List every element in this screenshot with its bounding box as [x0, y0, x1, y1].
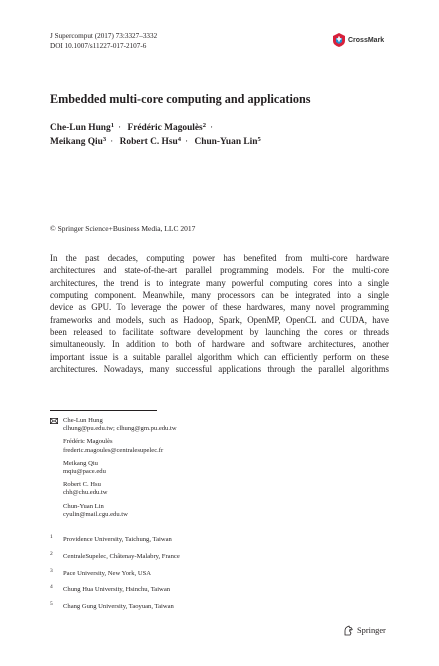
contact-email[interactable]: cyulin@mail.cgu.edu.tw: [63, 510, 128, 518]
author-separator: ·: [210, 123, 214, 133]
contact-entry: [50, 460, 177, 476]
contact-name: Meikang Qiu: [63, 459, 98, 467]
affiliation-number: 1: [50, 534, 53, 540]
affiliation-number: 4: [50, 584, 53, 591]
paragraph-line: architectures. Nowadays, many successful applications through the parallel algorithms: [50, 364, 389, 375]
publisher-name: Springer: [357, 626, 386, 635]
affiliation-item: [50, 567, 180, 587]
corresponding-authors: [50, 417, 177, 524]
contact-entry: [50, 503, 177, 519]
springer-horse-icon: [343, 625, 354, 636]
author-separator: ·: [118, 123, 122, 133]
author-name: Chun-Yuan Lin: [194, 137, 258, 147]
copyright-notice: © Springer Science+Business Media, LLC 2017: [50, 224, 196, 233]
affiliation-item: [50, 603, 180, 620]
paragraph-line: been released to facilitate software development by launching the cores or threads: [50, 327, 389, 338]
author-separator: ·: [185, 137, 189, 147]
contact-name: Chun-Yuan Lin: [63, 502, 104, 510]
contact-email[interactable]: clhung@pu.edu.tw; clhung@gm.pu.edu.tw: [63, 425, 177, 433]
affiliation-text: Chang Gung University, Taoyuan, Taiwan: [63, 603, 174, 611]
journal-citation: J Supercomput (2017) 73:3327–3332: [50, 32, 158, 40]
paragraph-line: architectures and state-of-the-art parallel programming models. For the multi-core: [50, 265, 389, 276]
contact-email[interactable]: mqiu@pace.edu: [63, 468, 106, 476]
paragraph-line: In the past decades, computing power has benefited from multi-core hardware: [50, 253, 389, 263]
contact-email[interactable]: frederic.magoules@centralesupelec.fr: [63, 446, 164, 454]
affiliation-number: 2: [50, 550, 53, 557]
author-name: Che-Lun Hung: [50, 123, 111, 133]
envelope-icon: [50, 418, 58, 424]
paper-title: Embedded multi-core computing and applications: [50, 92, 311, 106]
contact-name: Robert C. Hsu: [63, 481, 101, 489]
affiliation-number: 3: [50, 567, 53, 574]
contact-email[interactable]: chh@chu.edu.tw: [63, 489, 108, 497]
author-name: Robert C. Hsu: [119, 137, 178, 147]
author-line: [50, 121, 261, 135]
author-affiliation-number: 2: [202, 122, 206, 129]
paragraph-line: frameworks and models, such as Hadoop, Spark, OpenMP, OpenCL and CUDA, have: [50, 314, 389, 325]
author-affiliation-number: 4: [177, 136, 182, 143]
affiliation-list: [50, 536, 180, 620]
contact-entry: [50, 438, 177, 454]
paragraph-line: computing component. Meanwhile, many processors can be integrated into a single: [50, 290, 389, 301]
author-affiliation-number: 1: [110, 122, 114, 129]
publisher-logo: [343, 625, 386, 636]
contact-name: Che-Lun Hung: [63, 417, 103, 424]
paragraph-line: important issue is a suitable parallel algorithm which can efficiently perform on these: [50, 351, 389, 362]
author-name: Frédéric Magoulès: [127, 123, 203, 133]
affiliation-number: 5: [50, 601, 53, 608]
paragraph-line: device as GPU. To leverage the power of these hardwares, many novel programming: [50, 302, 389, 313]
affiliation-text: Chung Hua University, Hsinchu, Taiwan: [63, 586, 171, 594]
author-affiliation-number: 3: [102, 136, 107, 143]
author-list: [50, 121, 261, 149]
intro-paragraph: [50, 252, 389, 375]
crossmark-icon: [333, 33, 345, 47]
author-affiliation-number: 5: [257, 136, 261, 143]
paragraph-line: architectures, the trend is to integrate many powerful computing cores into a single: [50, 277, 389, 288]
paragraph-line: simultaneously. In addition to both of hardware and software architectures, another: [50, 339, 389, 350]
journal-header: [50, 32, 157, 51]
author-name: Meikang Qiu: [50, 137, 103, 147]
doi: DOI 10.1007/s11227-017-2107-6: [50, 41, 147, 50]
contact-entry: [50, 417, 177, 433]
contact-entry: [50, 481, 177, 497]
affiliation-text: Pace University, New York, USA: [63, 569, 152, 577]
contact-name: Frédéric Magoulès: [63, 438, 113, 446]
affiliation-text: Providence University, Taichung, Taiwan: [63, 536, 172, 543]
crossmark-badge[interactable]: [333, 33, 384, 47]
author-line: [50, 135, 261, 149]
affiliation-text: CentraleSupelec, Châtenay-Malabry, France: [63, 552, 180, 560]
footnote-rule: [50, 410, 157, 411]
author-separator: ·: [110, 137, 114, 147]
affiliation-item: [50, 536, 180, 553]
crossmark-label: CrossMark: [348, 36, 385, 44]
affiliation-item: [50, 550, 180, 570]
affiliation-item: [50, 586, 180, 603]
